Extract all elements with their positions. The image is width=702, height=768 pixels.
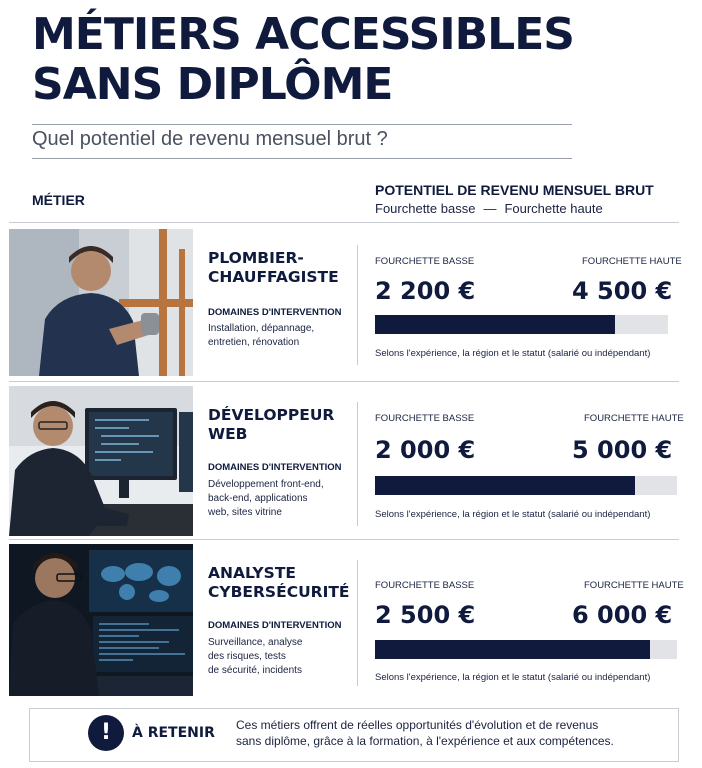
job-title-line-1: ANALYSTE xyxy=(208,564,296,582)
takeaway-callout xyxy=(29,708,679,762)
column-subheader-separator: — xyxy=(483,201,497,216)
column-divider xyxy=(357,402,358,526)
job-title-line-1: DÉVELOPPEUR xyxy=(208,406,335,424)
income-bar-fill xyxy=(375,315,615,334)
income-bar xyxy=(375,315,668,334)
domains-line: de sécurité, incidents xyxy=(208,665,302,676)
job-title-line-2: WEB xyxy=(208,425,248,443)
income-bar xyxy=(375,640,677,659)
low-range-value: 2 000 € xyxy=(375,436,476,464)
high-range-value: 6 000 € xyxy=(572,601,673,629)
high-range-value: 5 000 € xyxy=(572,436,673,464)
job-title-line-2: CYBERSÉCURITÉ xyxy=(208,583,350,601)
subtitle-divider xyxy=(32,158,572,159)
domains-line: Installation, dépannage, xyxy=(208,323,315,334)
domains-label: DOMAINES D'INTERVENTION xyxy=(208,462,342,473)
row-divider xyxy=(9,539,679,540)
domains-text xyxy=(208,322,328,350)
page-title-line-1: MÉTIERS ACCESSIBLES xyxy=(32,9,574,60)
domains-text xyxy=(208,636,328,678)
column-subheader xyxy=(375,201,603,216)
job-row-analyste xyxy=(0,544,702,698)
range-note: Selons l'expérience, la région et le statut (salarié ou indépendant) xyxy=(375,509,651,520)
column-subheader-high: Fourchette haute xyxy=(504,201,603,216)
domains-label: DOMAINES D'INTERVENTION xyxy=(208,620,342,631)
high-range-value: 4 500 € xyxy=(572,277,673,305)
developer-photo-icon xyxy=(9,386,193,536)
range-note: Selons l'expérience, la région et le statut (salarié ou indépendant) xyxy=(375,672,651,683)
job-row-developpeur xyxy=(0,386,702,538)
high-range-label: FOURCHETTE HAUTE xyxy=(582,256,682,267)
row-divider xyxy=(9,381,679,382)
domains-line: Surveillance, analyse xyxy=(208,637,303,648)
header-divider xyxy=(9,222,679,223)
column-divider xyxy=(357,245,358,365)
low-range-label: FOURCHETTE BASSE xyxy=(375,580,475,591)
page-title xyxy=(32,10,672,110)
job-title xyxy=(208,406,348,444)
job-title-line-1: PLOMBIER- xyxy=(208,249,304,267)
takeaway-text xyxy=(236,717,666,749)
domains-label: DOMAINES D'INTERVENTION xyxy=(208,307,342,318)
takeaway-text-line-1: Ces métiers offrent de réelles opportunités d'évolution et de revenus xyxy=(236,718,599,732)
low-range-label: FOURCHETTE BASSE xyxy=(375,413,475,424)
job-title xyxy=(208,564,348,602)
domains-line: Développement front-end, xyxy=(208,479,324,490)
range-note: Selons l'expérience, la région et le statut (salarié ou indépendant) xyxy=(375,348,651,359)
takeaway-text-line-2: sans diplôme, grâce à la formation, à l'expérience et aux compétences. xyxy=(236,734,614,748)
cyber-analyst-photo-icon xyxy=(9,544,193,696)
exclamation-icon: ! xyxy=(88,715,124,751)
column-subheader-low: Fourchette basse xyxy=(375,201,476,216)
low-range-value: 2 200 € xyxy=(375,277,476,305)
plumber-photo-icon xyxy=(9,229,193,376)
takeaway-label: À RETENIR xyxy=(132,725,215,741)
domains-line: back-end, applications xyxy=(208,493,308,504)
domains-line: des risques, tests xyxy=(208,651,286,662)
job-row-plombier xyxy=(0,229,702,379)
column-header-metier: MÉTIER xyxy=(32,192,85,208)
column-divider xyxy=(357,560,358,686)
job-title-line-2: CHAUFFAGISTE xyxy=(208,268,339,286)
low-range-label: FOURCHETTE BASSE xyxy=(375,256,475,267)
income-bar-fill xyxy=(375,476,635,495)
income-bar xyxy=(375,476,677,495)
income-bar-fill xyxy=(375,640,650,659)
domains-line: web, sites vitrine xyxy=(208,507,282,518)
domains-line: entretien, rénovation xyxy=(208,337,300,348)
high-range-label: FOURCHETTE HAUTE xyxy=(584,413,684,424)
column-header-potentiel: POTENTIEL DE REVENU MENSUEL BRUT xyxy=(375,182,654,198)
page-title-line-2: SANS DIPLÔME xyxy=(32,59,393,110)
domains-text xyxy=(208,478,328,520)
low-range-value: 2 500 € xyxy=(375,601,476,629)
job-title xyxy=(208,249,348,287)
title-divider xyxy=(32,124,572,125)
high-range-label: FOURCHETTE HAUTE xyxy=(584,580,684,591)
subtitle: Quel potentiel de revenu mensuel brut ? xyxy=(32,128,388,150)
